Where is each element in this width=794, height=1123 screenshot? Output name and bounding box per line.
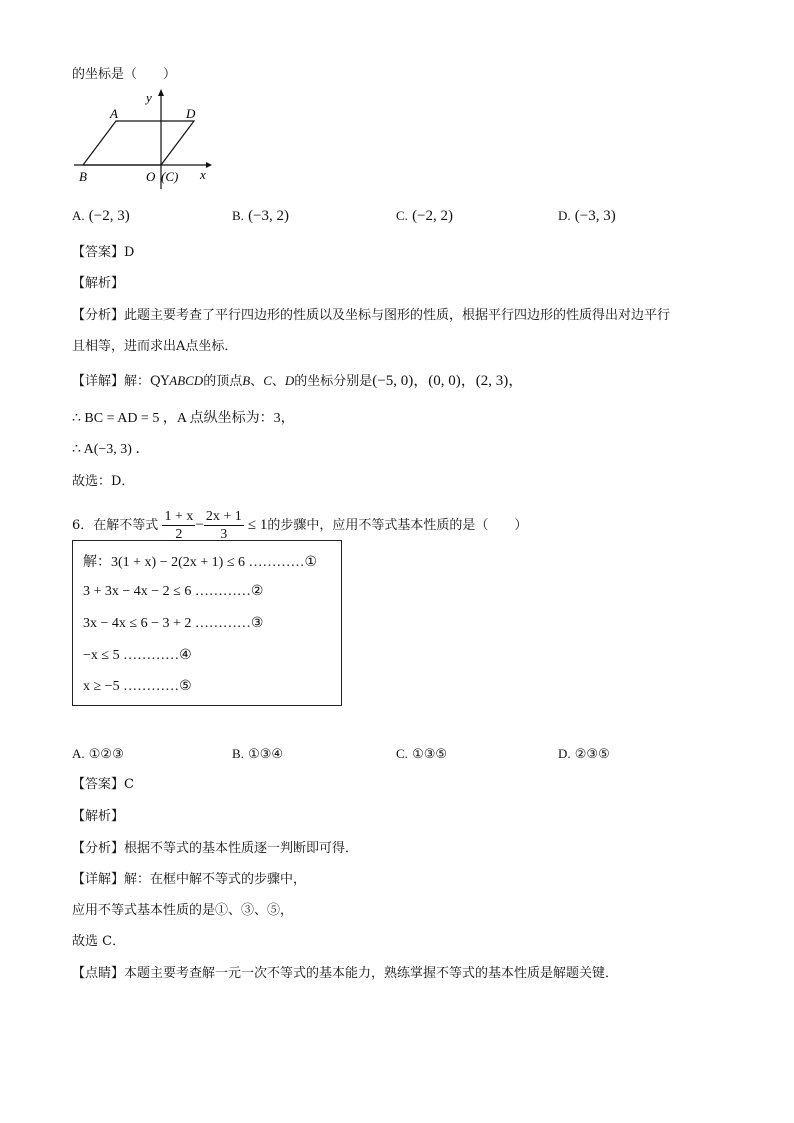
- q6-step-5: x ≥ −5 …………⑤: [83, 679, 192, 694]
- q5-xiangjie-d: D: [284, 373, 295, 388]
- label-b: B: [79, 169, 87, 184]
- q6-frac1-num: 1 + x: [164, 509, 194, 524]
- q6-option-d-key: D.: [558, 746, 571, 761]
- q6-fenxi: 【分析】根据不等式的基本性质逐一判断即可得．: [72, 841, 359, 856]
- label-o: O: [146, 169, 156, 184]
- q5-fenxi-line2: 且相等，进而求出A点坐标．: [72, 339, 238, 354]
- q5-analysis-tag: 【解析】: [72, 276, 125, 291]
- q6-option-b-key: B.: [232, 746, 244, 761]
- q6-option-b[interactable]: [232, 745, 283, 764]
- q5-option-c[interactable]: [396, 207, 453, 226]
- q5-xiangjie-abcd: ABCD: [169, 373, 204, 388]
- q5-xiangjie-coords: (−5, 0)，(0, 0)，(2, 3)，: [372, 373, 524, 389]
- q5-option-b[interactable]: [232, 207, 289, 226]
- label-c: (C): [161, 169, 179, 184]
- q6-option-a[interactable]: [72, 745, 124, 764]
- q6-steps-box: [72, 540, 342, 706]
- q5-option-b-value: (−3, 2): [248, 208, 290, 224]
- q5-xiangjie-mid1: 的顶点: [203, 374, 243, 389]
- q6-option-a-key: A.: [72, 746, 85, 761]
- q5-option-c-value: (−2, 2): [412, 208, 454, 224]
- y-axis-arrow: [158, 89, 164, 96]
- parallelogram: [83, 121, 194, 165]
- q6-xiangjie: 【详解】解：在框中解不等式的步骤中，: [72, 872, 307, 887]
- q5-line-bc: ∴ BC = AD = 5 ，A 点纵坐标为：3，: [72, 411, 295, 426]
- q5-xiangjie-c: C: [263, 373, 272, 388]
- q6-minus: −: [195, 517, 204, 533]
- q5-xiangjie-mid2: 的坐标分别是: [294, 374, 373, 389]
- q6-step-2: 3 + 3x − 4x − 2 ≤ 6 …………②: [83, 584, 264, 599]
- label-y: y: [146, 90, 152, 105]
- q6-option-c-value: ①③⑤: [412, 747, 448, 762]
- q6-frac1-den: 2: [175, 527, 183, 542]
- q6-stem-pre: 在解不等式: [93, 518, 159, 533]
- q6-option-a-value: ①②③: [88, 747, 124, 762]
- label-d: D: [186, 106, 196, 121]
- q6-fraction-2: [204, 508, 244, 543]
- q5-answer: 【答案】D: [72, 245, 135, 260]
- q5-xiangjie-sep1: 、: [250, 374, 264, 389]
- q5-xiangjie-prefix: 【详解】解：QY: [72, 374, 170, 389]
- q5-xiangjie-b: B: [242, 373, 251, 388]
- q6-dianjing: 【点睛】本题主要考查解一元一次不等式的基本能力，熟练掌握不等式的基本性质是解题关键．: [72, 966, 619, 981]
- q5-stem-tail: 的坐标是（ ）: [72, 67, 177, 82]
- q5-option-d[interactable]: [558, 207, 616, 226]
- q6-answer: 【答案】C: [72, 777, 134, 792]
- q6-analysis-tag: 【解析】: [72, 809, 125, 824]
- q6-option-c-key: C.: [396, 746, 408, 761]
- q6-option-b-value: ①③④: [248, 747, 284, 762]
- q6-frac2-den: 3: [220, 527, 228, 542]
- label-a: A: [110, 106, 118, 121]
- q5-option-d-key: D.: [558, 208, 571, 223]
- q5-option-b-key: B.: [232, 208, 244, 223]
- q5-option-a-key: A.: [72, 208, 85, 223]
- q6-choose: 故选 C．: [72, 934, 126, 949]
- q6-option-d[interactable]: [558, 745, 610, 764]
- q5-line-a: ∴ A(−3, 3) ．: [72, 442, 150, 457]
- q6-option-c[interactable]: [396, 745, 447, 764]
- q6-frac2-num: 2x + 1: [205, 509, 242, 524]
- q6-stem-post: 的步骤中，应用不等式基本性质的是（ ）: [267, 518, 528, 533]
- q6-step-1: 解：3(1 + x) − 2(2x + 1) ≤ 6 …………①: [83, 555, 318, 570]
- q6-option-d-value: ②③⑤: [574, 747, 610, 762]
- x-axis-arrow: [206, 162, 212, 168]
- q6-step-3: 3x − 4x ≤ 6 − 3 + 2 …………③: [83, 616, 264, 631]
- q5-fenxi-line1: 【分析】此题主要考查了平行四边形的性质以及坐标与图形的性质，根据平行四边形的性质得出对边平行: [72, 308, 671, 323]
- q5-option-c-key: C.: [396, 208, 408, 223]
- label-x: x: [200, 167, 206, 182]
- parallelogram-figure: [72, 88, 212, 190]
- q5-xiangjie-sep2: 、: [271, 374, 285, 389]
- q6-xiangjie-line2: 应用不等式基本性质的是①、③、⑤，: [72, 903, 294, 918]
- q6-number: 6．: [72, 518, 94, 533]
- q5-choose: 故选：D．: [72, 474, 135, 489]
- q6-step-4: −x ≤ 5 …………④: [83, 648, 192, 663]
- q6-leq: ≤ 1: [247, 517, 268, 533]
- q6-fraction-1: [162, 508, 195, 543]
- q5-option-a[interactable]: [72, 207, 130, 226]
- q5-option-d-value: (−3, 3): [574, 208, 616, 224]
- q5-option-a-value: (−2, 3): [88, 208, 130, 224]
- q5-xiangjie-line: [72, 372, 523, 391]
